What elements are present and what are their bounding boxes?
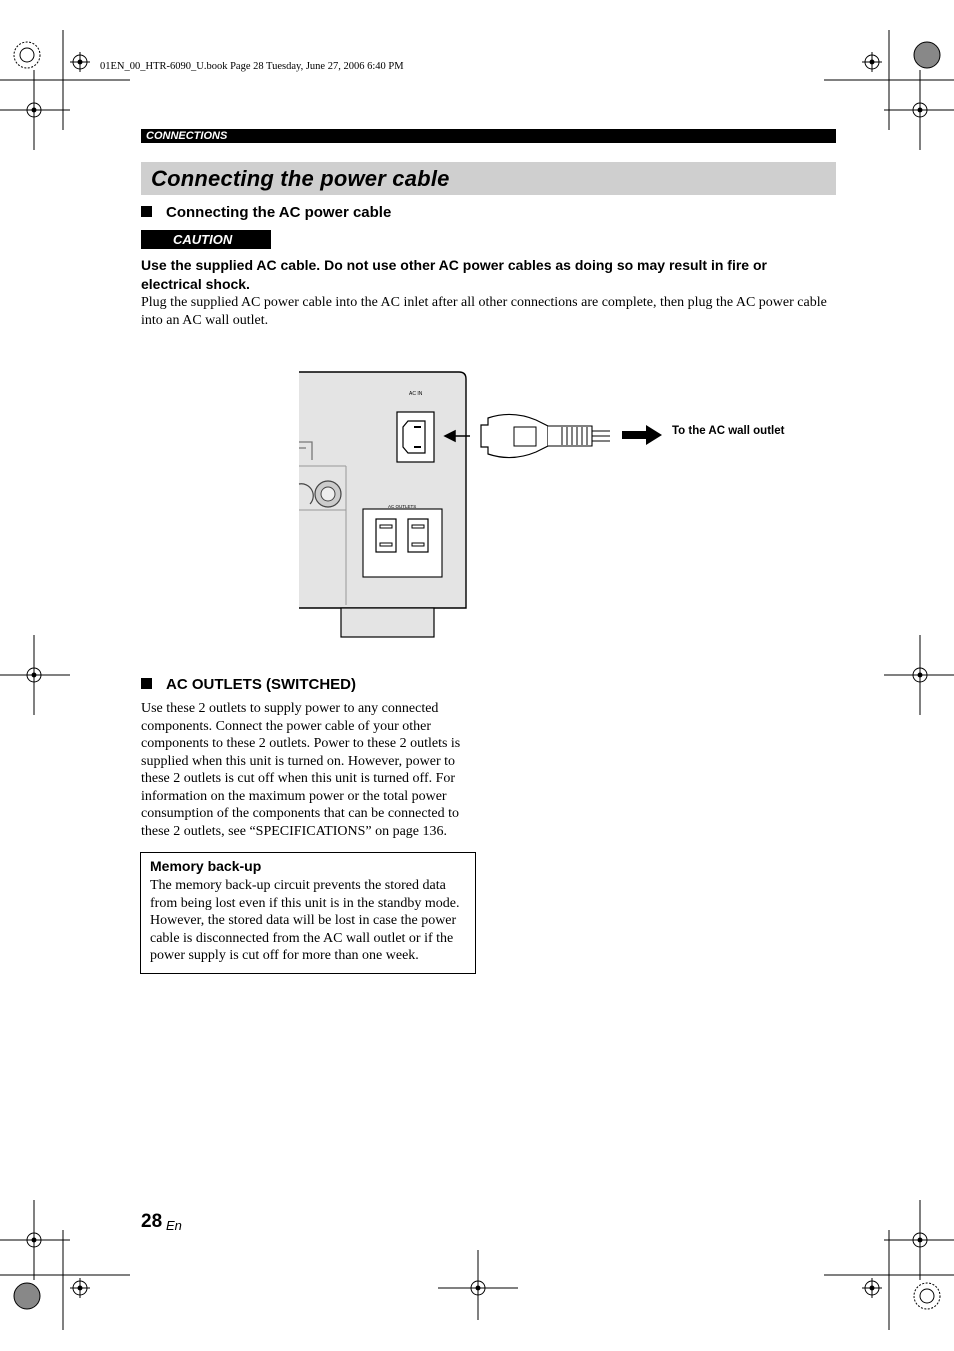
memo-body: The memory back-up circuit prevents the stored data from being lost even if this unit is in the standby mode. However, the stored data will be lost in case the power cable is disconnected from the AC wall outlet or if the power supply is cut off for more than one week. [150, 878, 460, 963]
outlet-left [376, 519, 396, 552]
caution-bar [141, 230, 271, 249]
square-bullet-icon [141, 206, 152, 217]
wall-outlet-arrow-icon [622, 425, 662, 445]
memo-title: Memory back-up [150, 858, 262, 874]
square-bullet-icon [141, 678, 152, 689]
memory-backup-box [140, 852, 476, 974]
title-band [141, 162, 836, 195]
subheading-text: AC OUTLETS (SWITCHED) [166, 676, 356, 693]
subheading-ac-outlets [141, 676, 356, 693]
section-bar [141, 129, 836, 143]
paragraph-plug-instructions: Plug the supplied AC power cable into the AC inlet after all other connections are complete, then plug the AC power cable into an AC wall outlet. [141, 295, 827, 328]
subheading-text: Connecting the AC power cable [166, 204, 392, 221]
subheading-ac-power-cable [141, 204, 391, 221]
page-number: 28 [141, 1211, 163, 1232]
ac-outlets-label: AC OUTLETS [388, 504, 417, 509]
section-label: CONNECTIONS [146, 130, 228, 142]
page-language: En [166, 1218, 182, 1233]
caution-label: CAUTION [173, 232, 233, 247]
warning-text: Use the supplied AC cable. Do not use other AC power cables as doing so may result in fire or electrical shock. [141, 257, 767, 292]
foot [341, 608, 434, 637]
outlet-right [408, 519, 428, 552]
power-cable-diagram [290, 365, 680, 645]
ac-outlets-panel [363, 509, 442, 577]
ac-in-label: AC IN [409, 391, 423, 397]
page-title: Connecting the power cable [151, 166, 450, 191]
print-header: 01EN_00_HTR-6090_U.book Page 28 Tuesday, June 27, 2006 6:40 PM [100, 61, 404, 72]
paragraph-ac-outlets: Use these 2 outlets to supply power to any connected components. Connect the power cable of your other components to these 2 outlets. Power to these 2 outlets is supplied when this unit is turned on. However, power to these 2 outlets is cut off when this unit is turned off. For information on the maximum power or the total power consumption of the components that can be connected to these 2 outlets, see “SPECIFICATIONS” on page 136. [141, 701, 461, 839]
wall-outlet-label: To the AC wall outlet [672, 425, 785, 437]
